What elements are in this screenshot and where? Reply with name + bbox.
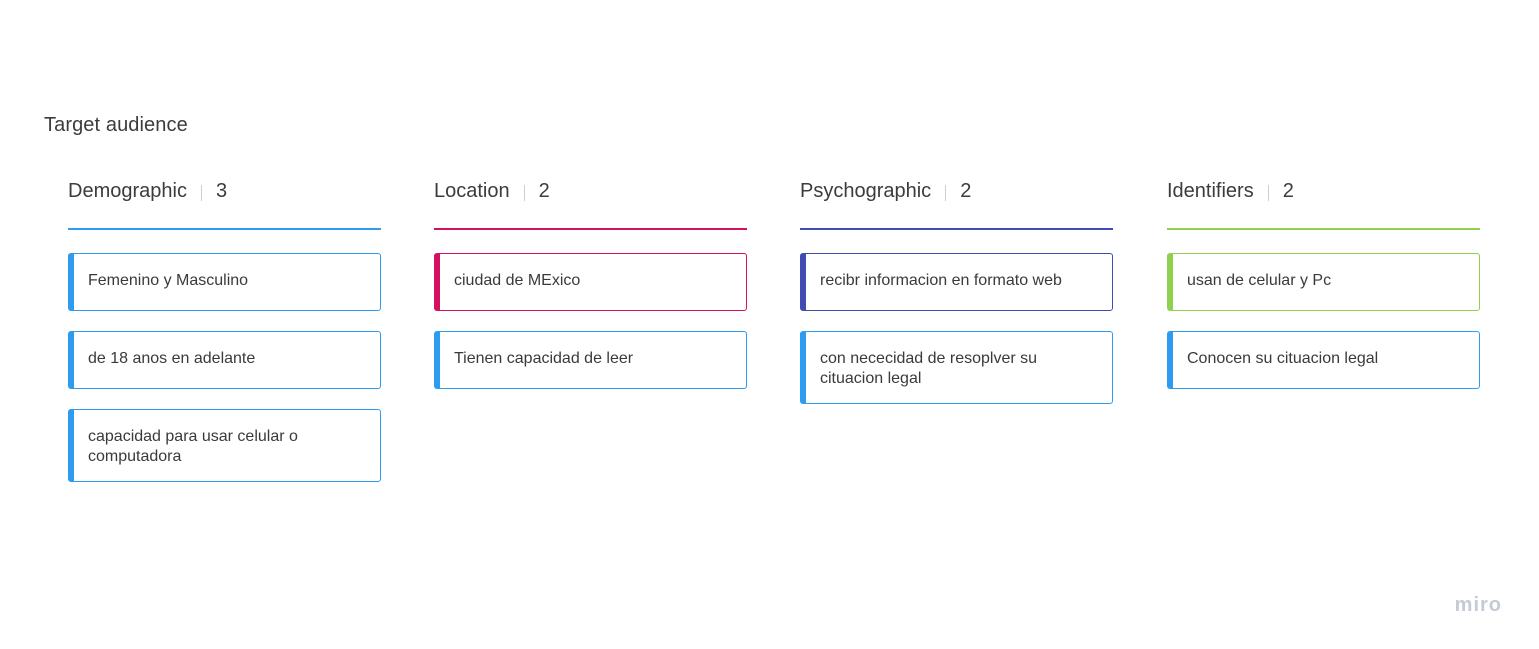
- column-underline: [800, 228, 1113, 230]
- column-underline: [68, 228, 381, 230]
- column-count: 2: [960, 180, 972, 202]
- column-underline: [434, 228, 747, 230]
- column-name[interactable]: Demographic: [68, 180, 187, 202]
- miro-logo: miro: [1454, 594, 1502, 616]
- card[interactable]: usan de celular y Pc: [1167, 253, 1480, 311]
- column-name[interactable]: Location: [434, 180, 510, 202]
- column-header[interactable]: [1167, 178, 1480, 228]
- card[interactable]: con nececidad de resoplver su cituacion legal: [800, 331, 1113, 404]
- column-separator: [201, 185, 202, 201]
- column-separator: [945, 185, 946, 201]
- column-header[interactable]: [434, 178, 747, 228]
- card-list: [434, 253, 747, 389]
- column-count: 2: [538, 180, 550, 202]
- column-identifiers[interactable]: [1167, 178, 1480, 409]
- card-list: [800, 253, 1113, 404]
- card[interactable]: Femenino y Masculino: [68, 253, 381, 311]
- card-list: [68, 253, 381, 482]
- column-count: 2: [1282, 180, 1294, 202]
- card[interactable]: de 18 anos en adelante: [68, 331, 381, 389]
- column-count: 3: [215, 180, 228, 202]
- card-list: [1167, 253, 1480, 389]
- column-demographic[interactable]: [68, 178, 381, 502]
- column-psychographic[interactable]: [800, 178, 1113, 424]
- column-header[interactable]: [800, 178, 1113, 228]
- column-name[interactable]: Identifiers: [1167, 180, 1254, 202]
- card[interactable]: recibr informacion en formato web: [800, 253, 1113, 311]
- column-separator: [1268, 185, 1269, 201]
- card[interactable]: capacidad para usar celular o computadora: [68, 409, 381, 482]
- column-underline: [1167, 228, 1480, 230]
- column-name[interactable]: Psychographic: [800, 180, 932, 202]
- card[interactable]: ciudad de MExico: [434, 253, 747, 311]
- column-separator: [524, 185, 525, 201]
- card[interactable]: Tienen capacidad de leer: [434, 331, 747, 389]
- board-title[interactable]: Target audience: [44, 114, 188, 136]
- column-location[interactable]: [434, 178, 747, 409]
- card[interactable]: Conocen su cituacion legal: [1167, 331, 1480, 389]
- column-header[interactable]: [68, 178, 381, 228]
